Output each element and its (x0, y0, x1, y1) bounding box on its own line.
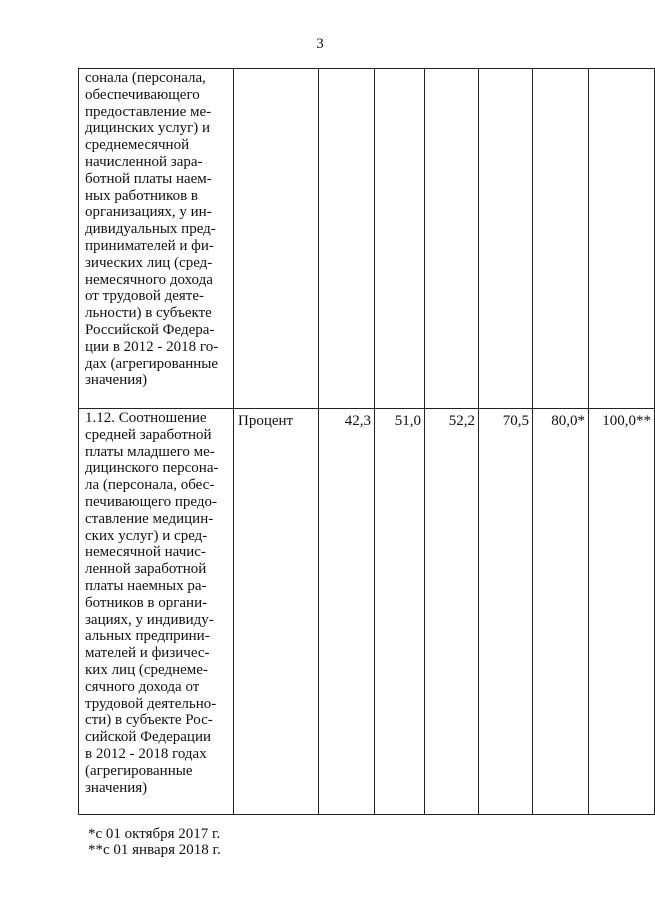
value-cell-empty (589, 69, 655, 409)
indicator-label-1-12: 1.12. Соотношение средней заработной платы младшего ме- дицинского персона- ла (персонала, обес- печивающего предо- ставление медицин- ских услуг) и сред- немесячной начис- ленной заработной платы наемных ра- ботников в органи- зациях, у индивиду- альных предприни- мателей и физичес- ких лиц (среднеме- сячного дохода от трудовой деятельно- сти) в субъекте Рос- сийской Федерации в 2012 - 2018 годах (агрегированные значения) (79, 409, 234, 815)
value-cell-2017: 80,0* (533, 409, 589, 815)
value-cell-2012: 42,3 (319, 409, 375, 815)
value-cell-empty (319, 69, 375, 409)
table-row (79, 409, 655, 815)
value-cell-empty (425, 69, 479, 409)
page-number: 3 (316, 36, 324, 52)
value-cell-empty (479, 69, 533, 409)
unit-cell: Процент (234, 409, 319, 815)
footnotes (88, 826, 221, 858)
value-cell-2013: 51,0 (375, 409, 425, 815)
table-row (79, 69, 655, 409)
indicators-table (78, 68, 655, 815)
footnote-2: **с 01 января 2018 г. (88, 842, 221, 858)
unit-cell-empty (234, 69, 319, 409)
value-cell-2014: 52,2 (425, 409, 479, 815)
value-cell-empty (375, 69, 425, 409)
indicator-label-continuation: сонала (персонала, обеспечивающего предоставление ме- дицинских услуг) и среднемесячной начисленной зара- ботной платы наем- ных работников в организациях, у ин- дивидуальных пред- принимателей и фи- зических лиц (сред- немесячного дохода от трудовой деяте- льности) в субъекте Российской Федера- ции в 2012 - 2018 го- дах (агрегированные значения) (79, 69, 234, 409)
value-cell-empty (533, 69, 589, 409)
value-cell-2015: 70,5 (479, 409, 533, 815)
value-cell-2018: 100,0** (589, 409, 655, 815)
footnote-1: *с 01 октября 2017 г. (88, 826, 221, 842)
